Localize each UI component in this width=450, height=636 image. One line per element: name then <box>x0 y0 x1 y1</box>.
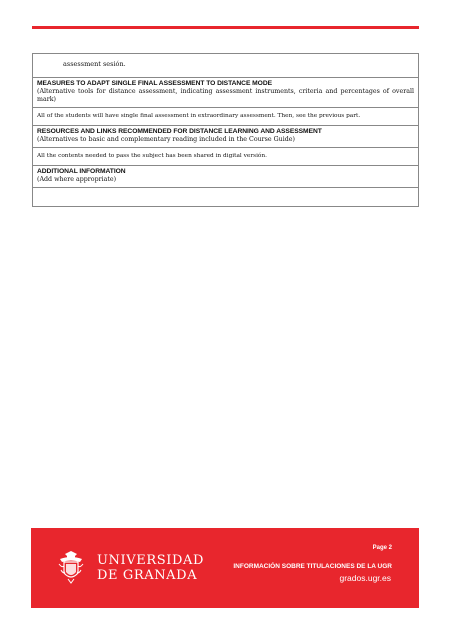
section-header-resources <box>33 126 418 148</box>
section-subtitle: (Alternatives to basic and complementary reading included in the Course Guide) <box>37 136 295 143</box>
section-header-distance-assessment <box>33 78 418 108</box>
website-link[interactable]: grados.ugr.es <box>339 573 391 583</box>
header-accent-bar <box>32 26 419 29</box>
university-wordmark <box>97 554 204 584</box>
section-body-text: All of the students will have single final assessment in extraordinary assessment. Then, see the previous part. <box>37 113 361 119</box>
page-footer <box>31 528 419 608</box>
university-name-line2: DE GRANADA <box>97 568 198 583</box>
section-header-additional-info <box>33 166 418 188</box>
section-heading: ADDITIONAL INFORMATION <box>37 168 126 175</box>
page-number: Page 2 <box>372 545 392 551</box>
degree-info-label: INFORMACIÓN SOBRE TITULACIONES DE LA UGR <box>233 563 392 570</box>
section-body-text: All the contents needed to pass the subject has been shared in digital versión. <box>37 153 267 159</box>
continuation-text: assessment sesión. <box>63 60 126 68</box>
section-heading: RESOURCES AND LINKS RECOMMENDED FOR DISTANCE LEARNING AND ASSESSMENT <box>37 128 322 135</box>
guide-table <box>32 53 419 207</box>
university-name-line1: UNIVERSIDAD <box>97 553 205 568</box>
section-body-resources <box>33 148 418 166</box>
university-crest-icon <box>58 550 84 584</box>
section-subtitle: (Add where appropriate) <box>37 176 117 183</box>
section-subtitle: (Alternative tools for distance assessment, indicating assessment instruments, criteria and percentages of overall mark) <box>37 88 414 103</box>
section-heading: MEASURES TO ADAPT SINGLE FINAL ASSESSMENT TO DISTANCE MODE <box>37 80 273 87</box>
section-body-distance-assessment <box>33 108 418 126</box>
section-body-additional-info <box>33 188 418 207</box>
continuation-row <box>33 54 418 78</box>
